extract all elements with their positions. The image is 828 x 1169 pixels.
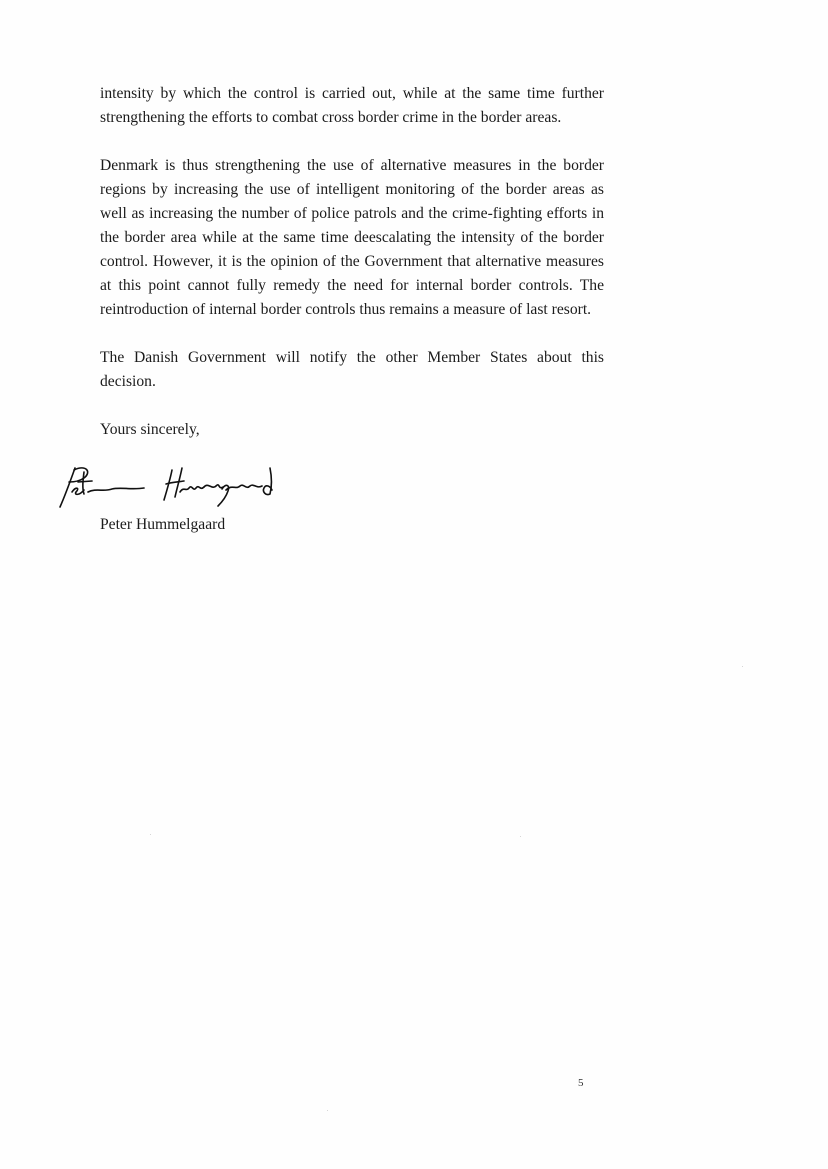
handwritten-signature <box>58 462 288 512</box>
closing-salutation: Yours sincerely, <box>100 421 200 438</box>
signature-graphic <box>58 462 288 512</box>
scan-speck <box>150 834 151 835</box>
letter-body <box>100 82 604 442</box>
page-number: 5 <box>578 1077 584 1089</box>
scan-speck <box>327 1110 328 1111</box>
signer-name: Peter Hummelgaard <box>100 516 226 533</box>
scan-speck <box>742 666 743 667</box>
paragraph-alternative-measures: Denmark is thus strengthening the use of alternative measures in the border regions by increasing the use of intelligent monitoring of the border areas as well as increasing the number of police patrols and the crime-fighting efforts in the border area while at the same time deescalating the intensity of the border control. However, it is the opinion of the Government that alternative measures at this point cannot fully remedy the need for internal border controls. The reintroduction of internal border controls thus remains a measure of last resort. <box>100 157 604 318</box>
scan-speck <box>520 836 521 837</box>
paragraph-continuation: intensity by which the control is carried out, while at the same time further strengthening the efforts to combat cross border crime in the border areas. <box>100 85 604 126</box>
paragraph-notification: The Danish Government will notify the other Member States about this decision. <box>100 349 604 390</box>
